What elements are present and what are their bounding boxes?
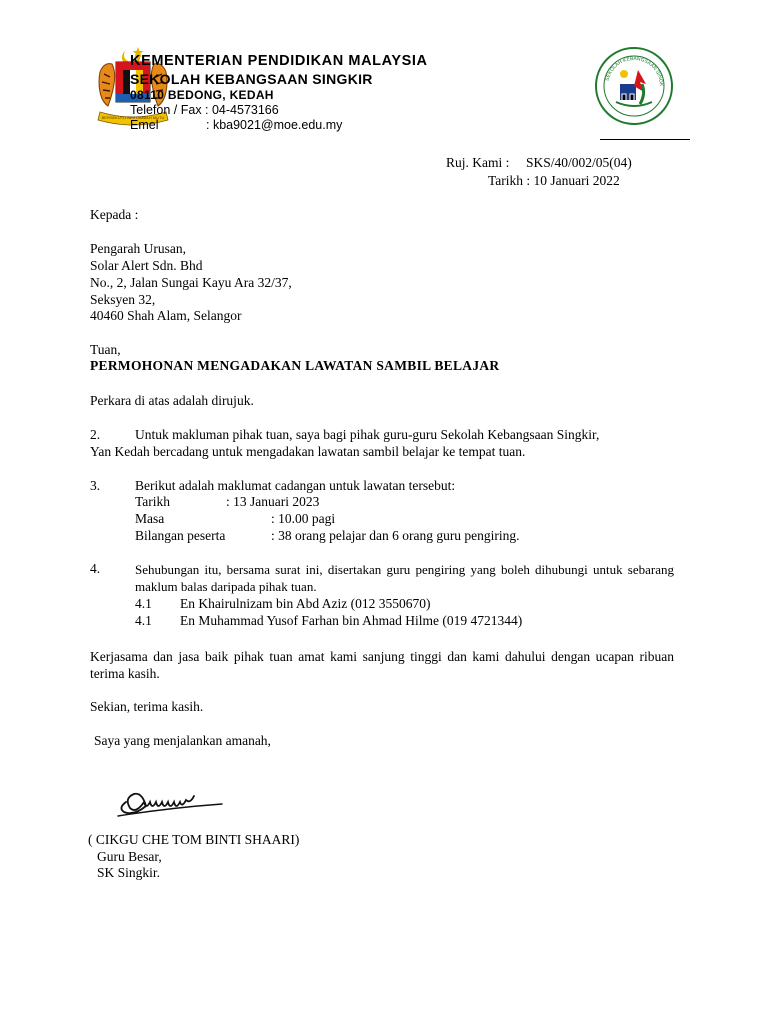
letterhead-divider [600,139,690,140]
paragraph-4-number: 4. [90,561,101,576]
recipient-line: Seksyen 32, [90,292,156,307]
contact-number: 4.1 [135,596,152,611]
school-address: 08110 BEDONG, KEDAH [130,88,274,102]
reference-number: SKS/40/002/05(04) [526,155,632,170]
visit-detail-label: Tarikh [135,494,171,509]
school-name: SEKOLAH KEBANGSAAN SINGKIR [130,71,373,87]
contact-name: En Muhammad Yusof Farhan bin Ahmad Hilme (019 4721344) [180,613,523,628]
reference-label: Ruj. Kami : [446,155,510,170]
paragraph-3-number: 3. [90,478,101,493]
visit-detail-value: : 13 Januari 2023 [226,494,320,509]
visit-detail-label: Masa [135,511,165,526]
recipient-line: Solar Alert Sdn. Bhd [90,258,203,273]
paragraph-2-second-line: Yan Kedah bercadang untuk mengadakan lawatan sambil belajar ke tempat tuan. [90,444,526,459]
letter-subject: PERMOHONAN MENGADAKAN LAWATAN SAMBIL BELAJAR [90,358,500,373]
signatory-name: ( CIKGU CHE TOM BINTI SHAARI) [88,832,300,847]
letter-date: Tarikh : 10 Januari 2022 [488,173,620,188]
kepada-label: Kepada : [90,207,139,222]
school-email-label: Emel [130,118,159,132]
recipient-line: No., 2, Jalan Sungai Kayu Ara 32/37, [90,275,292,290]
signature [112,772,232,822]
paragraph-1: Perkara di atas adalah dirujuk. [90,393,254,408]
recipient-line: Pengarah Urusan, [90,241,186,256]
paragraph-3-intro: Berikut adalah maklumat cadangan untuk lawatan tersebut: [135,478,456,493]
paragraph-4-text: Sehubungan itu, bersama surat ini, disertakan guru pengiring yang boleh dihubungi untuk sebarang maklum balas daripada pihak tuan. [135,562,674,594]
contact-name: En Khairulnizam bin Abd Aziz (012 3550670) [180,596,431,611]
paragraph-2-first-line: Untuk makluman pihak tuan, saya bagi pihak guru-guru Sekolah Kebangsaan Singkir, [135,427,600,442]
contact-number: 4.1 [135,613,152,628]
paragraph-5: Kerjasama dan jasa baik pihak tuan amat kami sanjung tinggi dan kami dahului dengan ucapan ribuan terima kasih. [90,649,674,681]
recipient-line: 40460 Shah Alam, Selangor [90,308,242,323]
visit-detail-value: : 10.00 pagi [271,511,336,526]
paragraph-2-number: 2. [90,427,101,442]
signatory-title: Guru Besar, [97,849,162,864]
svg-text:SEKOLAH KEBANGSAAN SINGKIR: SEKOLAH KEBANGSAAN SINGK [604,55,665,87]
school-email: : kba9021@moe.edu.my [206,118,343,132]
ministry-name: KEMENTERIAN PENDIDIKAN MALAYSIA [130,53,428,69]
signatory-org: SK Singkir. [97,865,161,880]
visit-detail-label: Bilangan peserta [135,528,226,543]
salutation: Tuan, [90,342,121,357]
motto-line: Saya yang menjalankan amanah, [94,733,271,748]
visit-detail-value: : 38 orang pelajar dan 6 orang guru pengiring. [271,528,520,543]
school-badge-logo [594,46,674,126]
school-phone: Telefon / Fax : 04-4573166 [130,103,279,117]
svg-text:BERSEKUTU BERTAMBAH MUTU: BERSEKUTU BERTAMBAH MUTU [101,115,165,120]
closing: Sekian, terima kasih. [90,699,204,714]
